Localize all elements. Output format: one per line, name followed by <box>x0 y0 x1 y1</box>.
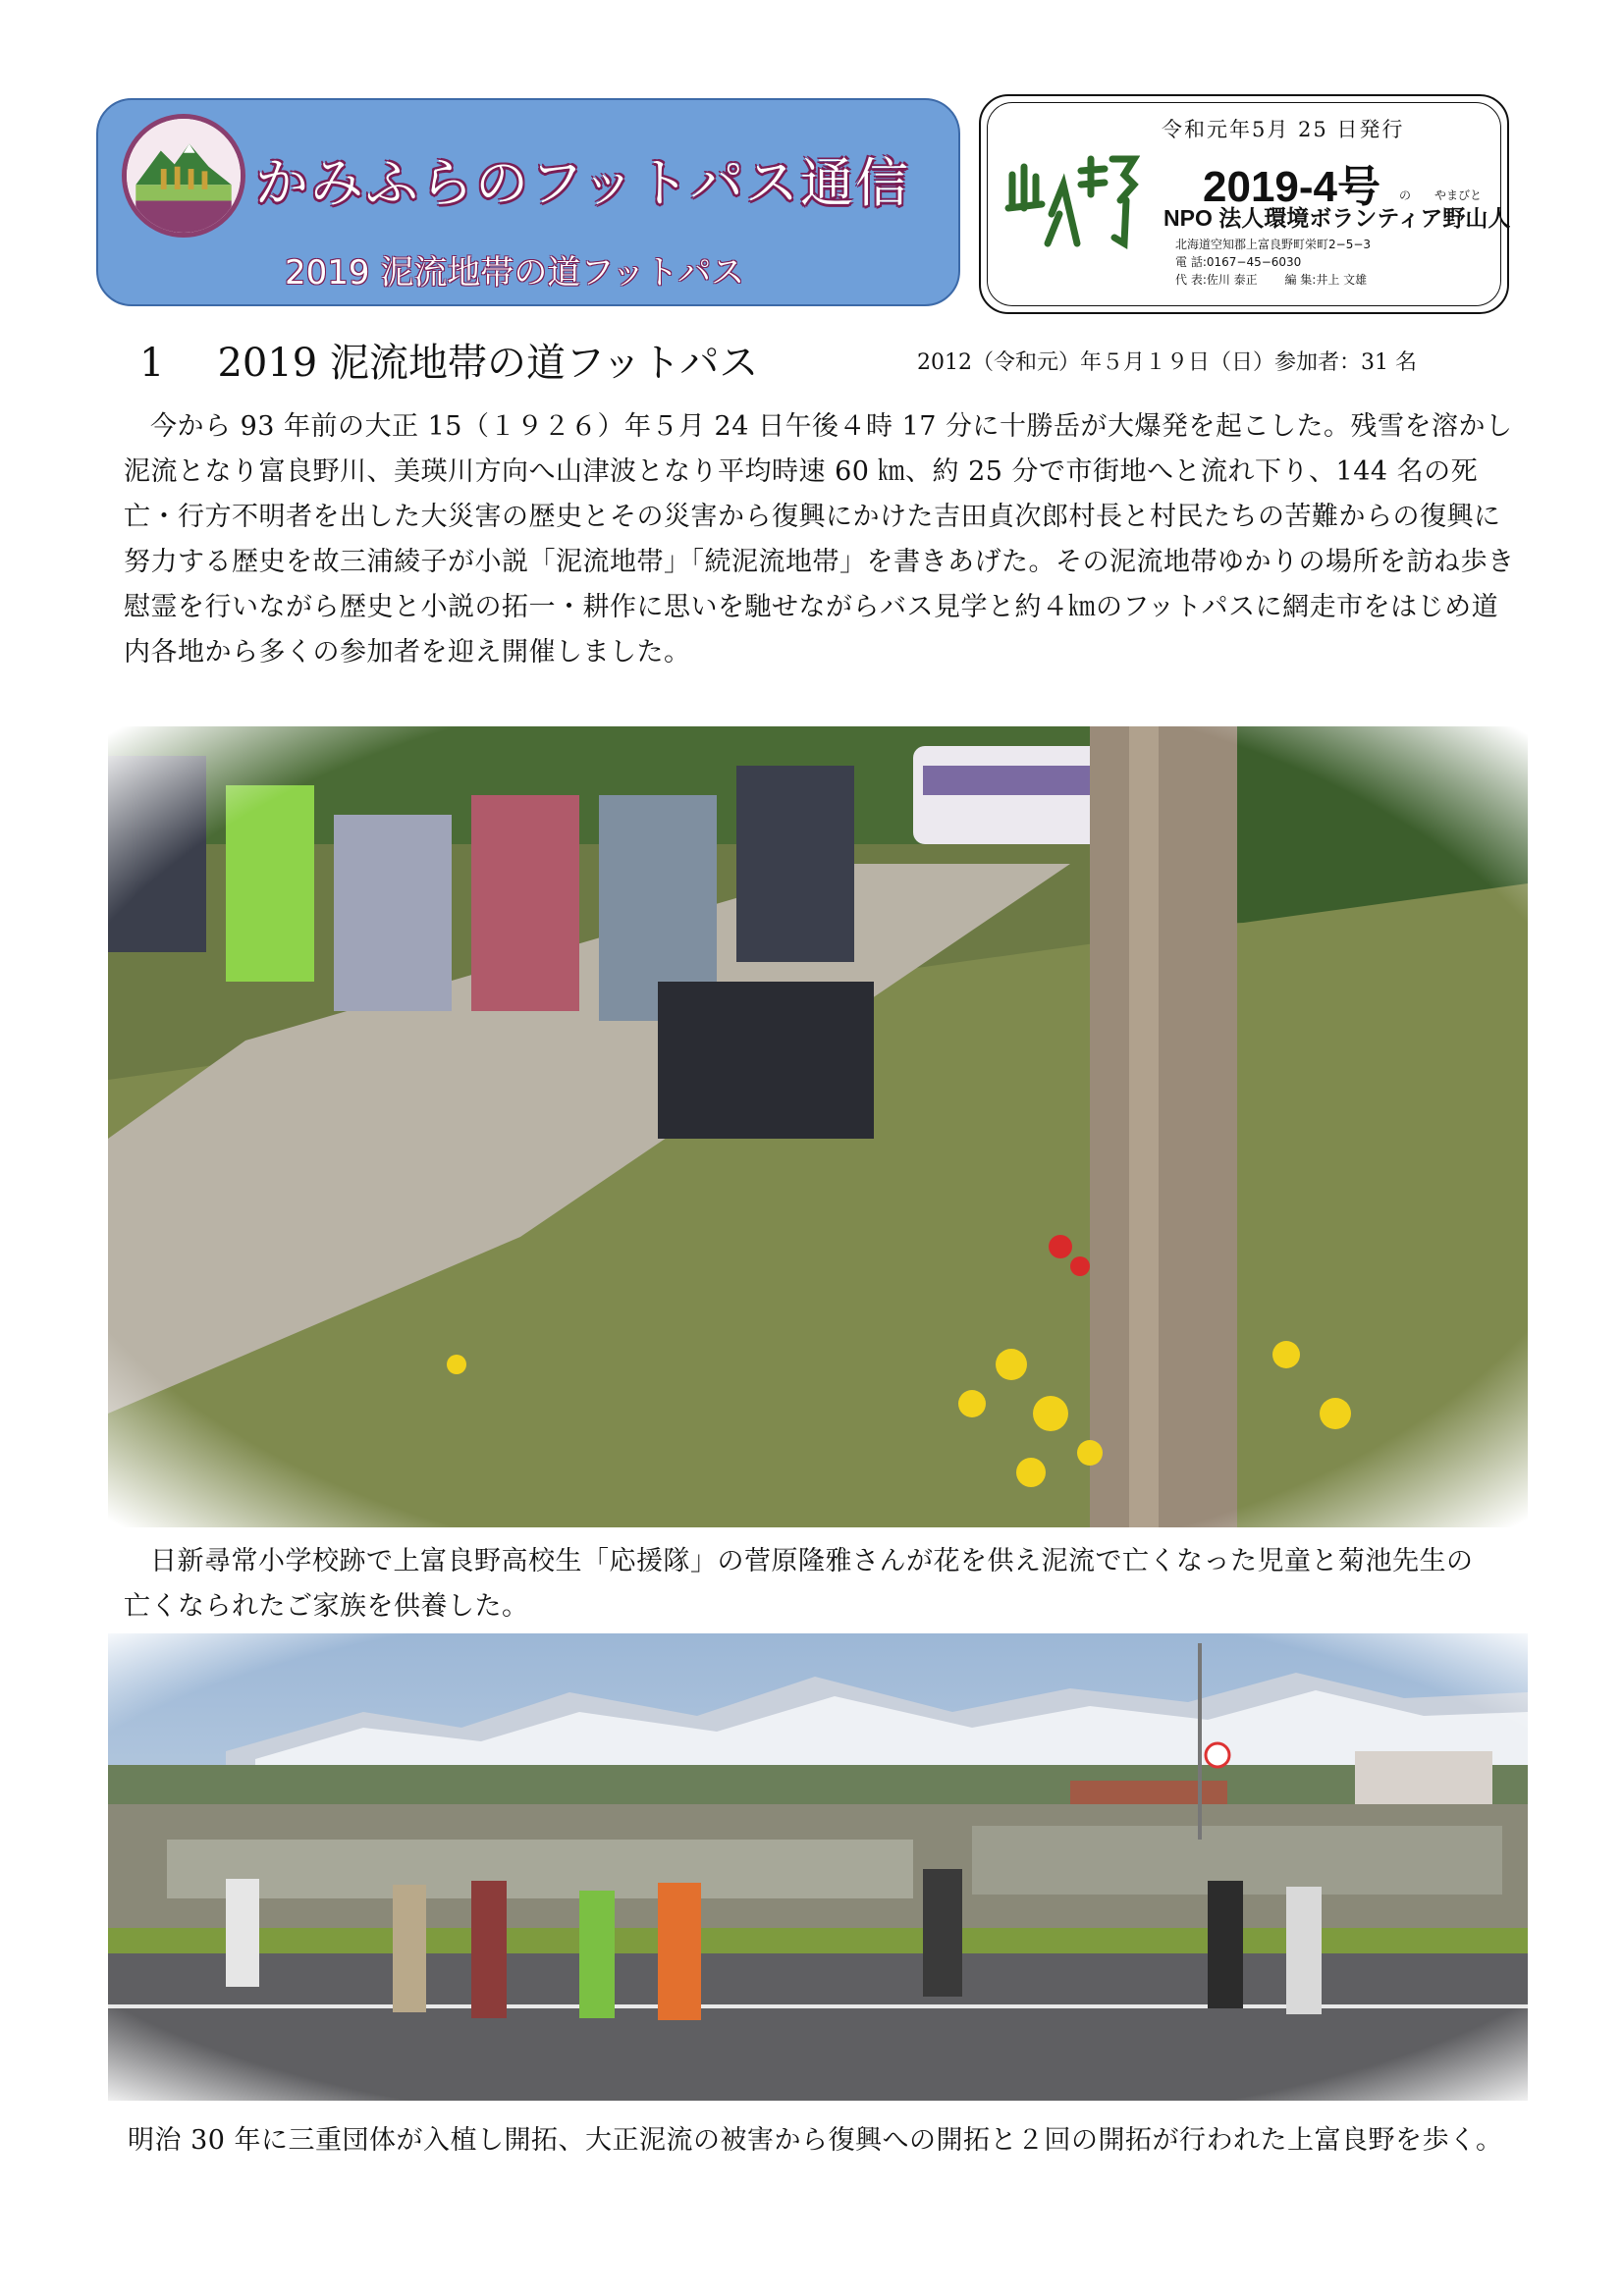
masthead-title-box <box>96 98 960 306</box>
yamabito-calligraphy-logo <box>1002 145 1140 253</box>
newsletter-title: かみふらのフットパス通信 <box>255 152 911 214</box>
org-phone: 電 話:0167−45−6030 <box>1175 255 1302 269</box>
memorial-photo-caption: 日新尋常小学校跡で上富良野高校生「応援隊」の菅原隆雅さんが花を供え泥流で亡くなった児童と菊池先生の亡くなられたご家族を供養した。 <box>124 1546 1474 1622</box>
event-meta: 2012（令和元）年５月１９日（日）参加者：31 名 <box>917 350 1417 375</box>
article-body: 今から 93 年前の大正 15（１９２６）年５月 24 日午後４時 17 分に十勝岳が大爆発を起こした。残雪を溶かし泥流となり富良野川、美瑛川方向へ山津波となり平均時速 60 ㎞、約 25 分で市街地へと流れ下り、144 名の死亡・行方不明者を出した大災害の歴史とその災害から復興にかけた吉田貞次郎村長と村民たちの苦難からの復興に努力する歴史を故三浦綾子が小説「泥流地帯」「続泥流地帯」を書きあげた。その泥流地帯ゆかりの場所を訪ね歩き慰霊を行いながら歴史と小説の拓一・耕作に思いを馳せながらバス見学と約４㎞のフットパスに網走市をはじめ道内各地から多くの参加者を迎え開催しました。 <box>124 411 1515 667</box>
walkers-photo-caption: 明治 30 年に三重団体が入植し開拓、大正泥流の被害から復興への開拓と２回の開拓が行われた上富良野を歩く。 <box>128 2125 1503 2156</box>
section-title: 2019 泥流地帯の道フットパス <box>217 341 759 386</box>
issue-number: 2019-4号 <box>1203 163 1381 211</box>
org-staff: 代 表:佐川 泰正 編 集:井上 文雄 <box>1175 273 1368 287</box>
newsletter-subtitle: 2019 泥流地帯の道フットパス <box>285 253 745 293</box>
organization-name: NPO 法人環境ボランティア野山人 <box>1163 205 1511 231</box>
publication-date: 令和元年5月 25 日発行 <box>1162 118 1405 141</box>
memorial-photo <box>108 726 1528 1527</box>
issue-info-box <box>979 94 1509 314</box>
furigana-yamabito: やまびと <box>1434 188 1483 202</box>
section-number: 1 <box>139 341 165 386</box>
footpath-logo <box>122 114 245 238</box>
furigana-no: の <box>1399 188 1412 202</box>
org-address: 北海道空知郡上富良野町栄町2−5−3 <box>1175 238 1372 251</box>
section-heading <box>139 332 758 388</box>
walkers-photo <box>108 1633 1528 2101</box>
